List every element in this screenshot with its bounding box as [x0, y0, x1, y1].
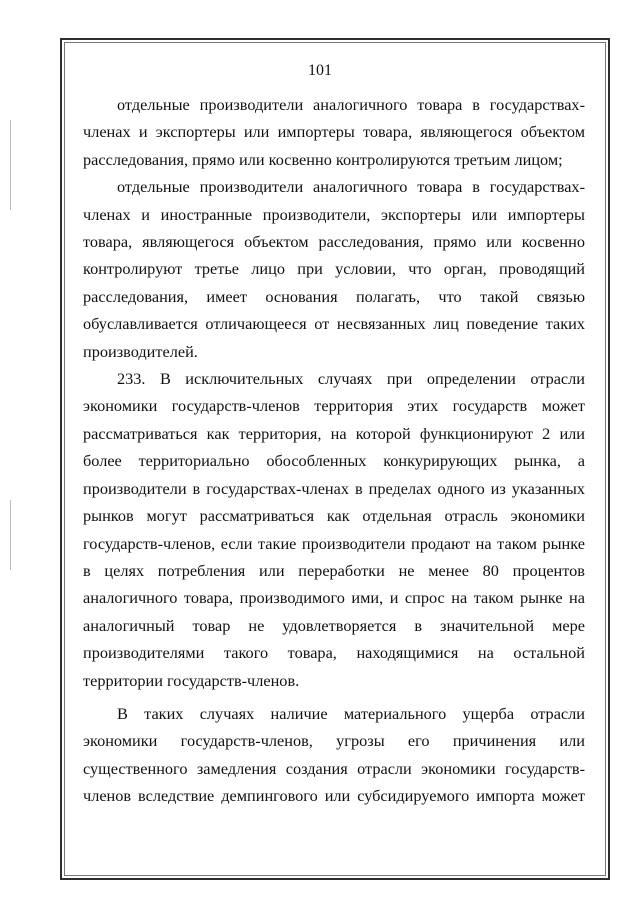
scan-artifact-left-2 — [10, 500, 11, 570]
paragraph-2: отдельные производители аналогичного товара в государствах-членах и иностранные производители, экспортеры или импортеры товара, являющегося объектом расследования, прямо или косвенно контролируют третье лицо при условии, что орган, проводящий расследования, имеет основания полагать, что такой связью обуславливается отличающееся от несвязанных лиц поведение таких производителей. — [83, 177, 585, 361]
page-number: 101 — [308, 62, 332, 79]
paragraph-1: отдельные производители аналогичного товара в государствах-членах и экспортеры или импортеры товара, являющегося объектом расследования, прямо или косвенно контролируются третьим лицом; — [83, 95, 585, 169]
document-body — [83, 91, 585, 810]
scan-artifact-left — [10, 120, 11, 210]
paragraph-3: 233. В исключительных случаях при определении отрасли экономики государств-членов территория этих государств может рассматриваться как территория, на которой функционируют 2 или более территориально обособленных конкурирующих рынка, а производители в государствах-членах в пределах одного из указанных рынков могут рассматриваться как отдельная отрасль экономики государств-членов, если такие производители продают на таком рынке в целях потребления или переработки не менее 80 процентов аналогичного товара, производимого ими, и спрос на таком рынке на аналогичный товар не удовлетворяется в значительной мере производителями такого товара, находящимися на остальной территории государств-членов. — [83, 369, 585, 690]
paragraph-4: В таких случаях наличие материального ущерба отрасли экономики государств-членов, угрозы его причинения или существенного замедления создания отрасли экономики государств-членов вследствие демпингового или субсидируемого импорта может — [83, 703, 585, 806]
